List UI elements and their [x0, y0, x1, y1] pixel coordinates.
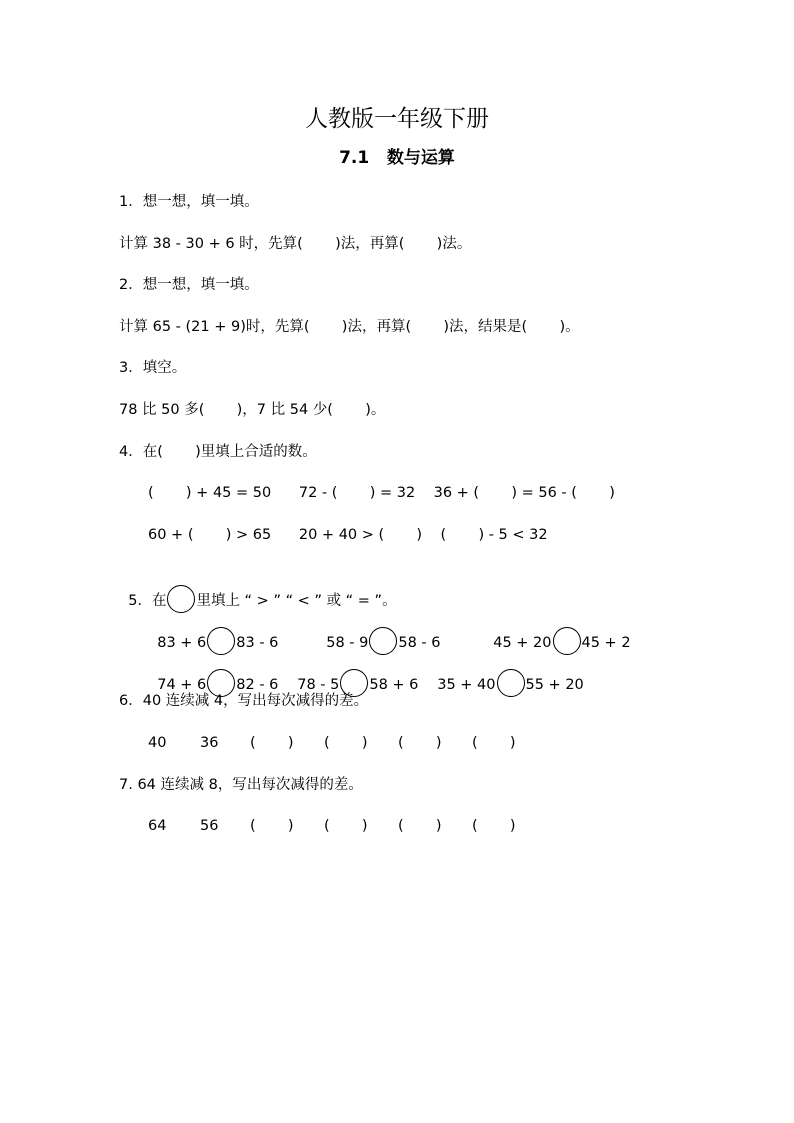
q7-blank-4[interactable]: ( ): [472, 818, 516, 834]
q4-row2: 60 + ( ) > 65 20 + 40 > ( ) ( ) - 5 < 32: [148, 527, 548, 543]
q1-text: 计算 38 - 30 + 6 时，先算( )法，再算( )法。: [119, 236, 472, 252]
comparison-circle[interactable]: [497, 669, 525, 697]
q2-heading: 2．想一想，填一填。: [119, 277, 259, 293]
q6-blank-1[interactable]: ( ): [250, 735, 294, 751]
q6-blank-4[interactable]: ( ): [472, 735, 516, 751]
page-title: 人教版一年级下册: [305, 106, 489, 132]
q1-heading: 1．想一想，填一填。: [119, 194, 259, 210]
page-subtitle: 7.1 数与运算: [339, 148, 455, 168]
q7-heading: 7. 64 连续减 8，写出每次减得的差。: [119, 777, 363, 793]
q7-blank-2[interactable]: ( ): [324, 818, 368, 834]
q6-given-1: 40: [148, 735, 167, 751]
q6-heading: 6．40 连续减 4，写出每次减得的差。: [119, 693, 369, 709]
q5-heading-before: 5．在: [128, 593, 167, 609]
q7-blank-1[interactable]: ( ): [250, 818, 294, 834]
q6-blank-2[interactable]: ( ): [324, 735, 368, 751]
q5-row2-item3: 35 + 40 55 + 20: [428, 649, 584, 699]
q5-row2-item1: 74 + 6 82 - 6: [148, 649, 278, 699]
q5-row1-item2: 58 - 9 58 - 6: [317, 607, 441, 657]
q6-given-2: 36: [200, 735, 219, 751]
q5-row2-item2: 78 - 5 58 + 6: [288, 649, 418, 699]
q3-heading: 3．填空。: [119, 360, 187, 376]
q5-heading-after: 里填上 “ > ” “ < ” 或 “ = ”。: [196, 593, 397, 609]
q5-row1-item1: 83 + 6 83 - 6: [148, 607, 278, 657]
q3-text: 78 比 50 多( )，7 比 54 少( )。: [119, 402, 386, 418]
q4-row1: ( ) + 45 = 50 72 - ( ) = 32 36 + ( ) = 56 - ( ): [148, 485, 615, 501]
q2-text: 计算 65 - (21 + 9)时，先算( )法，再算( )法，结果是( )。: [119, 319, 580, 335]
q6-blank-3[interactable]: ( ): [398, 735, 442, 751]
q7-given-2: 56: [200, 818, 219, 834]
q4-heading: 4．在( )里填上合适的数。: [119, 444, 317, 460]
q7-given-1: 64: [148, 818, 167, 834]
q7-blank-3[interactable]: ( ): [398, 818, 442, 834]
q5-row1-item3: 45 + 20 45 + 2: [484, 607, 631, 657]
